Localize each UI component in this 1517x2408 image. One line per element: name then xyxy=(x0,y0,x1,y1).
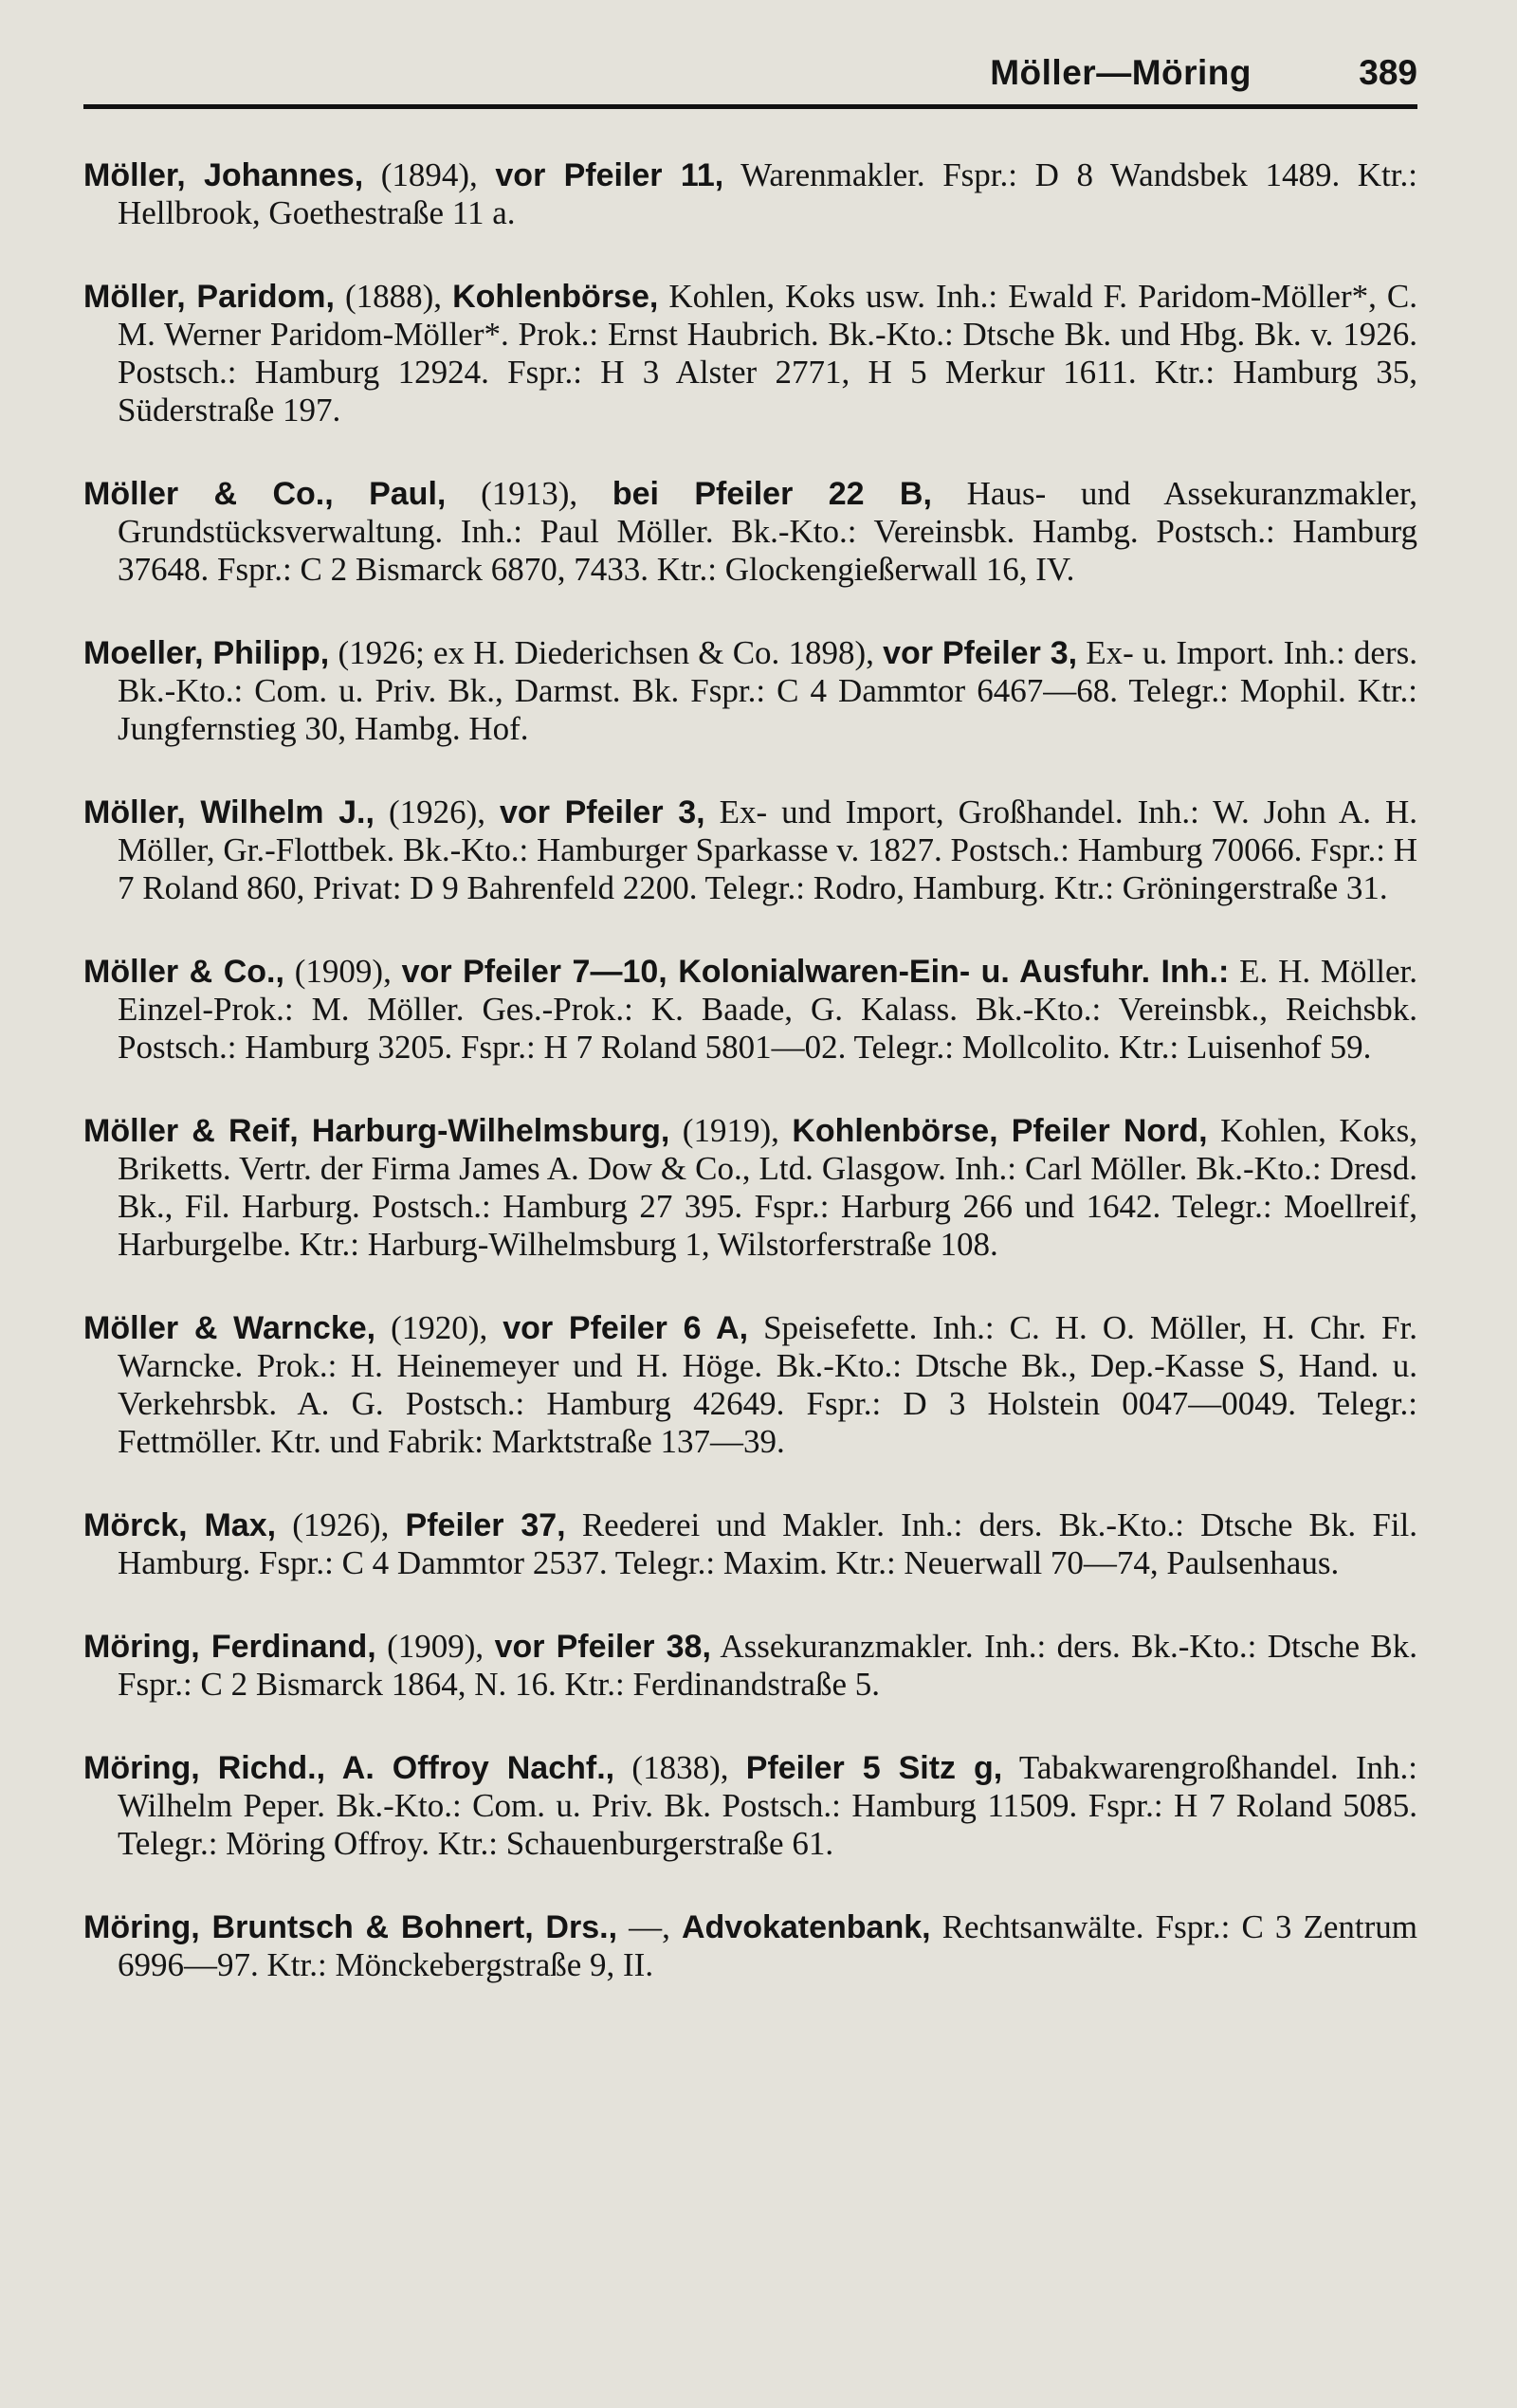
exchange-location: vor Pfeiler 7—10, Kolonialwaren-Ein- u. Ausfuhr. Inh.: xyxy=(401,954,1230,990)
exchange-location: Advokatenbank, xyxy=(681,1909,931,1945)
entry-details: Kohlen, Koks usw. Inh.: Ewald F. Paridom-Möller*, C. M. Werner Paridom-Möller*. Prok.: Ernst Haubrich. Bk.-Kto.: Dtsche Bk. und Hbg. Bk. v. 1926. Postsch.: Hamburg 12924. Fspr.: H 3 Alster 2771, H 5 Merkur 1611. Ktr.: Hamburg 35, Süderstraße 197. xyxy=(118,278,1418,429)
entry-details: Assekuranzmakler. Inh.: ders. Bk.-Kto.: Dtsche Bk. Fspr.: C 2 Bismarck 1864, N. 16. Ktr.: Ferdinandstraße 5. xyxy=(118,1628,1417,1703)
directory-entry xyxy=(83,156,1417,232)
directory-entry xyxy=(83,1749,1417,1863)
entry-details: Ex- und Import, Großhandel. Inh.: W. John A. H. Möller, Gr.-Flottbek. Bk.-Kto.: Hamburger Sparkasse v. 1827. Postsch.: Hamburg 70066. Fspr.: H 7 Roland 860, Privat: D 9 Bahrenfeld 2200. Telegr.: Rodro, Hamburg. Ktr.: Gröningerstraße 31. xyxy=(118,794,1417,906)
exchange-location: vor Pfeiler 11, xyxy=(495,157,724,193)
firm-name: Möring, Bruntsch & Bohnert, Drs., xyxy=(83,1909,618,1945)
founding-year: (1926; ex H. Diederichsen & Co. 1898), xyxy=(329,634,884,671)
entry-details: Haus- und Assekuranzmakler, Grundstücksverwaltung. Inh.: Paul Möller. Bk.-Kto.: Vereinsbk. Hambg. Postsch.: Hamburg 37648. Fspr.: C 2 Bismarck 6870, 7433. Ktr.: Glockengießerwall 16, IV. xyxy=(118,475,1418,588)
running-head: Möller—Möring xyxy=(990,53,1252,92)
founding-year: (1909), xyxy=(283,953,402,990)
entry-details: E. H. Möller. Einzel-Prok.: M. Möller. Ges.-Prok.: K. Baade, G. Kalass. Bk.-Kto.: Vereinsbk., Reichsbk. Postsch.: Hamburg 3205. Fspr.: H 7 Roland 5801—02. Telegr.: Mollcolito. Ktr.: Luisenhof 59. xyxy=(118,953,1418,1066)
firm-name: Möller & Warncke, xyxy=(83,1310,376,1346)
founding-year: (1926), xyxy=(276,1506,406,1543)
firm-name: Möring, Ferdinand, xyxy=(83,1629,376,1665)
firm-name: Moeller, Philipp, xyxy=(83,635,330,671)
founding-year: (1888), xyxy=(334,278,453,315)
firm-name: Möller & Reif, Harburg-Wilhelmsburg, xyxy=(83,1113,670,1149)
exchange-location: Kohlenbörse, Pfeiler Nord, xyxy=(792,1113,1208,1149)
directory-entry xyxy=(83,1506,1417,1582)
page-number: 389 xyxy=(1359,53,1417,92)
firm-name: Möller, Paridom, xyxy=(83,279,335,315)
exchange-location: Kohlenbörse, xyxy=(452,279,659,315)
entry-details: Tabakwarengroßhandel. Inh.: Wilhelm Peper. Bk.-Kto.: Com. u. Priv. Bk. Postsch.: Hamburg 11509. Fspr.: H 7 Roland 5085. Telegr.: Möring Offroy. Ktr.: Schauenburgerstraße 61. xyxy=(118,1749,1418,1862)
exchange-location: Pfeiler 37, xyxy=(405,1507,566,1543)
exchange-location: Pfeiler 5 Sitz g, xyxy=(745,1750,1003,1786)
exchange-location: vor Pfeiler 38, xyxy=(494,1629,711,1665)
directory-entry xyxy=(83,794,1417,907)
entry-details: Warenmakler. Fspr.: D 8 Wandsbek 1489. Ktr.: Hellbrook, Goethestraße 11 a. xyxy=(118,156,1417,231)
firm-name: Möller, Wilhelm J., xyxy=(83,794,375,830)
header-rule xyxy=(83,104,1417,109)
entry-list xyxy=(83,156,1417,1984)
firm-name: Möller & Co., xyxy=(83,954,284,990)
directory-entry xyxy=(83,1628,1417,1704)
exchange-location: vor Pfeiler 6 A, xyxy=(503,1310,749,1346)
founding-year: (1909), xyxy=(375,1628,495,1665)
directory-entry xyxy=(83,634,1417,748)
directory-entry xyxy=(83,1908,1417,1984)
entry-details: Speisefette. Inh.: C. H. O. Möller, H. Chr. Fr. Warncke. Prok.: H. Heinemeyer und H. Höge. Bk.-Kto.: Dtsche Bk., Dep.-Kasse S, Hand. u. Verkehrsbk. A. G. Postsch.: Hamburg 42649. Fspr.: D 3 Holstein 0047—0049. Telegr.: Fettmöller. Ktr. und Fabrik: Marktstraße 137—39. xyxy=(118,1309,1417,1460)
founding-year: (1913), xyxy=(446,475,612,512)
firm-name: Möller, Johannes, xyxy=(83,157,364,193)
page-header xyxy=(83,47,1417,104)
firm-name: Möring, Richd., A. Offroy Nachf., xyxy=(83,1750,615,1786)
entry-details: Kohlen, Koks, Briketts. Vertr. der Firma James A. Dow & Co., Ltd. Glasgow. Inh.: Carl Möller. Bk.-Kto.: Dresd. Bk., Fil. Harburg. Postsch.: Hamburg 27 395. Fspr.: Harburg 266 und 1642. Telegr.: Moellreif, Harburgelbe. Ktr.: Harburg-Wilhelmsburg 1, Wilstorferstraße 108. xyxy=(118,1112,1418,1263)
founding-year: (1920), xyxy=(375,1309,503,1346)
entry-details: Rechtsanwälte. Fspr.: C 3 Zentrum 6996—97. Ktr.: Mönckebergstraße 9, II. xyxy=(118,1908,1418,1983)
founding-year: (1838), xyxy=(614,1749,746,1786)
founding-year: (1919), xyxy=(669,1112,793,1149)
founding-year: (1926), xyxy=(374,794,501,830)
directory-entry xyxy=(83,1112,1417,1264)
founding-year: (1894), xyxy=(363,156,496,193)
entry-details: Reederei und Makler. Inh.: ders. Bk.-Kto.: Dtsche Bk. Fil. Hamburg. Fspr.: C 4 Dammtor 2537. Telegr.: Maxim. Ktr.: Neuerwall 70—74, Paulsenhaus. xyxy=(118,1506,1418,1581)
directory-entry xyxy=(83,953,1417,1067)
exchange-location: bei Pfeiler 22 B, xyxy=(612,476,932,512)
firm-name: Möller & Co., Paul, xyxy=(83,476,447,512)
directory-entry xyxy=(83,278,1417,429)
exchange-location: vor Pfeiler 3, xyxy=(500,794,705,830)
exchange-location: vor Pfeiler 3, xyxy=(883,635,1078,671)
firm-name: Mörck, Max, xyxy=(83,1507,277,1543)
directory-entry xyxy=(83,1309,1417,1461)
directory-entry xyxy=(83,475,1417,589)
entry-details: Ex- u. Import. Inh.: ders. Bk.-Kto.: Com. u. Priv. Bk., Darmst. Bk. Fspr.: C 4 Dammtor 6467—68. Telegr.: Mophil. Ktr.: Jungfernstieg 30, Hambg. Hof. xyxy=(118,634,1417,747)
founding-year: —, xyxy=(617,1908,682,1945)
